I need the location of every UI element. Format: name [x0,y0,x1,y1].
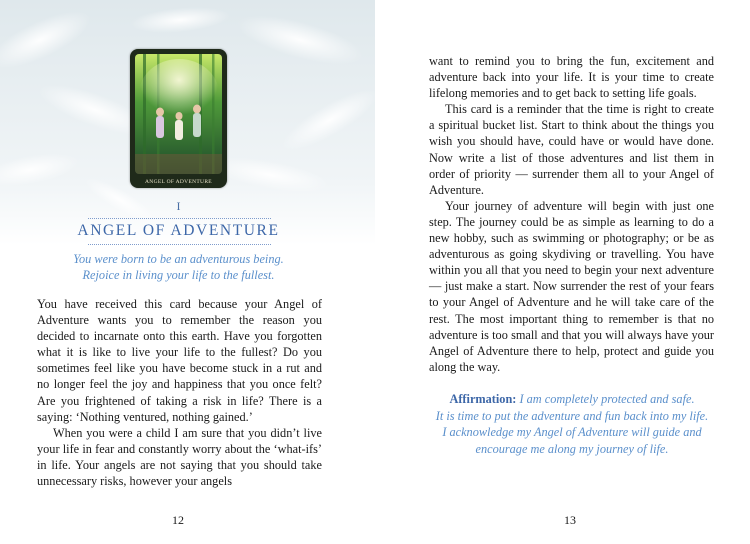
card-subtitle [0,251,357,283]
paragraph: This card is a reminder that the time is right to create a spiritual bucket list. Start to think about the things you wish you should have, could have or would have done. Now write a list of those adventures and list them in order of priority — surrender them all to your Angel of Adventure. [429,102,714,197]
paragraph: You have received this card because your Angel of Adventure wants you to remember the reason you decided to incarnate onto this earth. Have you forgotten what it is like to live your life to the fullest? Do you sometimes feel like you have become stuck in a rut and no longer feel the joy and happiness that you once felt? Are you frightened of taking a risk in life? There is a saying: ‘Nothing ventured, nothing gained.’ [37,297,322,424]
affirmation-line [412,391,732,408]
affirmation-label: Affirmation: [449,392,517,406]
page-number-right: 13 [564,513,576,527]
card-number: I [176,199,181,213]
affirmation-first-line: I am completely protected and safe. [519,392,695,406]
title-divider-bottom [88,244,271,245]
affirmation-line: I acknowledge my Angel of Adventure will guide and [442,425,702,439]
page-number-left: 12 [172,513,184,527]
title-divider-top [88,218,271,219]
angel-card-image [130,49,227,188]
affirmation [412,391,732,457]
affirmation-line: It is time to put the adventure and fun back into my life. [435,408,709,423]
subtitle-line: You were born to be an adventurous being. [73,252,284,266]
card-title: ANGEL OF ADVENTURE [77,222,280,239]
paragraph: When you were a child I am sure that you didn’t live your life in fear and constantly worry about the ‘what-ifs’ in life. Your angels are not saying that you should take unnecessary risks, however your angels [37,425,322,489]
subtitle-line: Rejoice in living your life to the fullest. [82,268,275,282]
affirmation-line: encourage me along my journey of life. [475,441,669,456]
paragraph: want to remind you to bring the fun, excitement and adventure back into your life. It is your time to create lifelong memories and to get back to setting life goals. [429,54,714,101]
left-body-text [37,296,322,489]
card-artwork [135,54,222,174]
paragraph: Your journey of adventure will begin with just one step. The journey could be as simple as learning to do a new hobby, such as swimming or photography; or be as adventurous as going skydiving or travelling. You have within you all that you need to begin your next adventure — just make a start. Now surrender the rest of your fears to your Angel of Adventure and he will take care of the rest. The most important thing to remember is that no adventure is too small and that you will always have your Angel of Adventure there to help, protect and guide you along the way. [429,198,714,374]
right-body-text [429,53,714,375]
card-caption: ANGEL OF ADVENTURE [145,179,212,185]
